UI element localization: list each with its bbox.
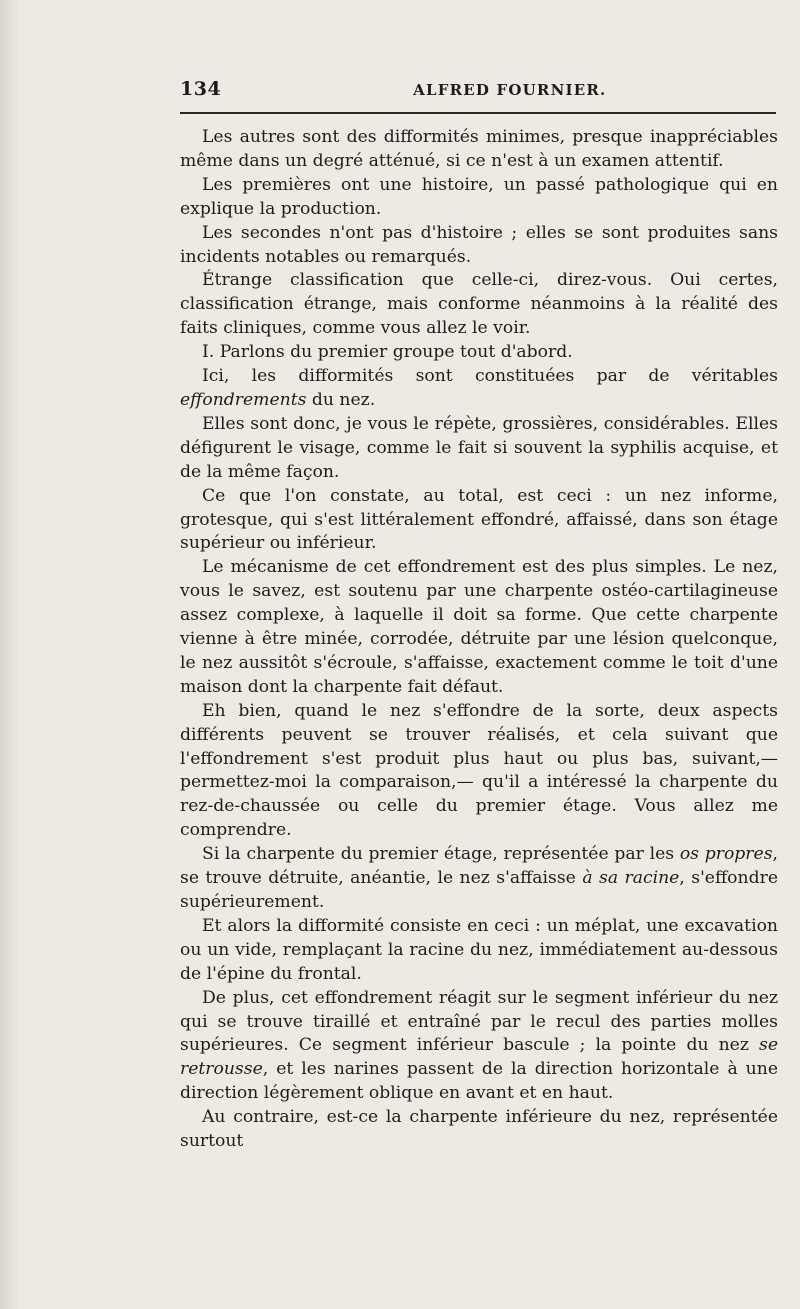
paragraph: De plus, cet effondrement réagit sur le segment inférieur du nez qui se trouve tiraillé et entraîné par le recul des parties molles supérieures. Ce segment inférieur bascule ; la pointe du nez se retrousse, et les narines passent de la direction horizontale à une direction légèrement oblique en avant et en haut. [180,987,778,1104]
page-header [180,78,770,104]
italic-term: se retrousse [180,1035,778,1080]
italic-term: os propres [679,844,773,865]
paragraph: Au contraire, est-ce la charpente inférieure du nez, représentée surtout [180,1107,778,1152]
paragraph: Eh bien, quand le nez s'effondre de la sorte, deux aspects différents peuvent se trouver réalisés, et cela suivant que l'effondrement s'est produit plus haut ou plus bas, suivant,— permettez-moi la comparaison,— qu'il a intéressé la charpente du rez-de-chaussée ou celle du premier étage. Vous allez me comprendre. [180,700,778,841]
page-number: 134 [180,78,222,100]
paragraph: Les secondes n'ont pas d'histoire ; elles se sont produites sans incidents notables ou remarqués. [180,222,778,267]
paragraph: Elles sont donc, je vous le répète, grossières, considérables. Elles défigurent le visage, comme le fait si souvent la syphilis acquise, et de la même façon. [180,413,778,482]
paragraph: Les premières ont une histoire, un passé pathologique qui en explique la production. [180,174,778,219]
paragraph: Si la charpente du premier étage, représentée par les os propres, se trouve détruite, anéantie, le nez s'affaisse à sa racine, s'effondre supérieurement. [180,844,778,912]
italic-term: effondrements [180,389,307,410]
paragraph: Ici, les difformités sont constituées par de véritables effondrements du nez. [180,366,778,410]
running-title: ALFRED FOURNIER. [413,81,607,99]
paragraph: I. Parlons du premier groupe tout d'abord. [202,342,573,363]
paragraph: Les autres sont des difformités minimes, presque inappréciables même dans un degré atténué, si ce n'est à un examen attentif. [180,127,778,171]
paragraph: Le mécanisme de cet effondrement est des plus simples. Le nez, vous le savez, est soutenu par une charpente ostéo-cartilagineuse assez complexe, à laquelle il doit sa forme. Que cette charpente vienne à être minée, corrodée, détruite par une lésion quelconque, le nez aussitôt s'écroule, s'affaisse, exactement comme le toit d'une maison dont la charpente fait défaut. [180,557,778,697]
italic-term: à sa racine [582,868,680,889]
paragraph: Ce que l'on constate, au total, est ceci : un nez informe, grotesque, qui s'est littéralement effondré, affaissé, dans son étage supérieur ou inférieur. [180,485,778,554]
page-gutter [0,0,18,1309]
paragraph: Étrange classification que celle-ci, direz-vous. Oui certes, classification étrange, mais conforme néanmoins à la réalité des faits cliniques, comme vous allez le voir. [180,270,778,339]
body-text [180,126,778,1154]
header-rule [180,112,776,114]
paragraph: Et alors la difformité consiste en ceci : un méplat, une excavation ou un vide, remplaçant la racine du nez, immédiatement au-dessous de l'épine du frontal. [180,915,778,984]
